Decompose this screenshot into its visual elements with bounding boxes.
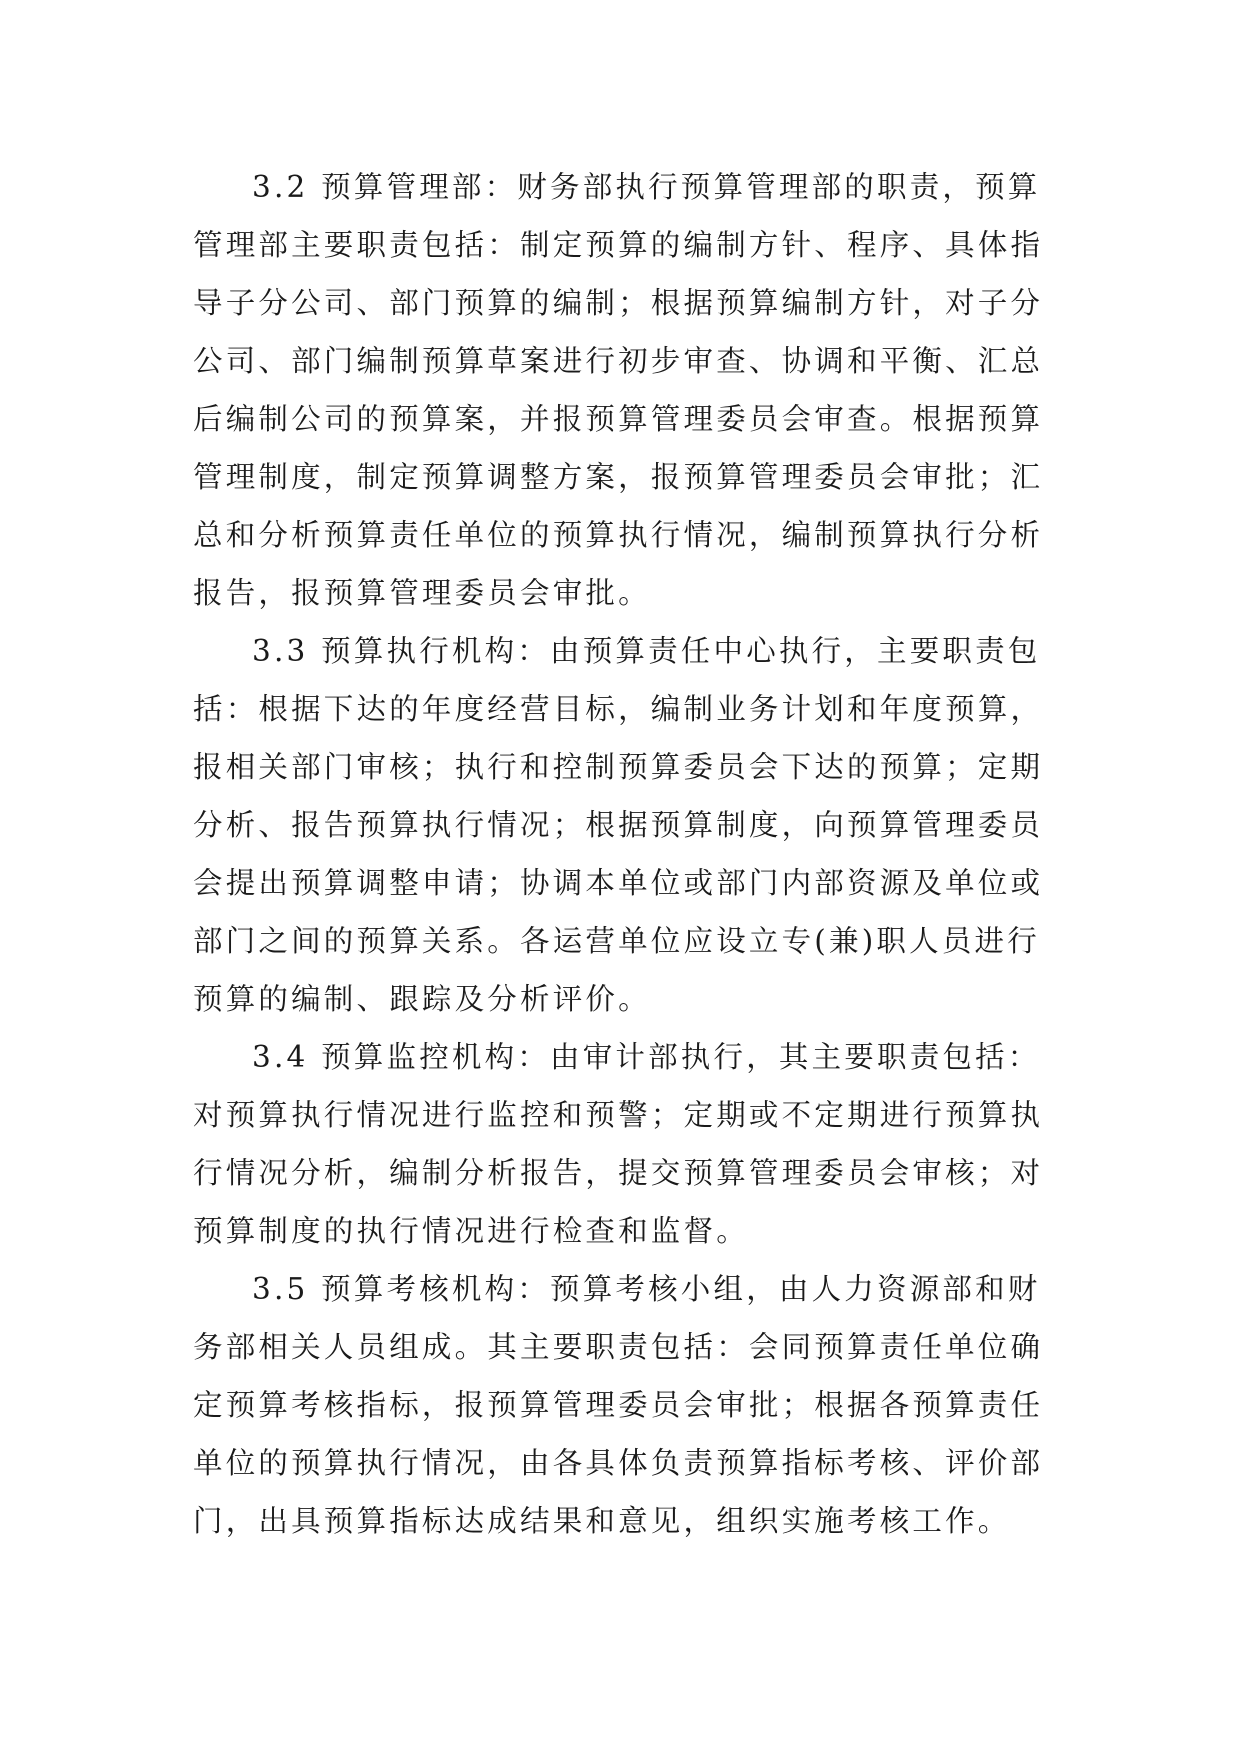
text-line: 预算制度的执行情况进行检查和监督。 bbox=[193, 1214, 749, 1248]
text-line: 括：根据下达的年度经营目标，编制业务计划和年度预算， bbox=[193, 692, 1044, 726]
text-line: 3.4 预算监控机构：由审计部执行，其主要职责包括： bbox=[252, 1040, 1041, 1074]
text-line: 会提出预算调整申请；协调本单位或部门内部资源及单位或 bbox=[193, 866, 1044, 900]
text-line: 后编制公司的预算案，并报预算管理委员会审查。根据预算 bbox=[193, 402, 1044, 436]
text-line: 务部相关人员组成。其主要职责包括：会同预算责任单位确 bbox=[193, 1330, 1044, 1364]
text-line: 3.5 预算考核机构：预算考核小组，由人力资源部和财 bbox=[252, 1272, 1041, 1306]
text-line: 分析、报告预算执行情况；根据预算制度，向预算管理委员 bbox=[193, 808, 1044, 842]
paragraph-budget-monitoring bbox=[193, 1028, 1055, 1260]
text-line: 公司、部门编制预算草案进行初步审查、协调和平衡、汇总 bbox=[193, 344, 1044, 378]
paragraph-budget-management-dept bbox=[193, 158, 1055, 622]
document-body bbox=[193, 158, 1055, 1550]
text-line: 3.3 预算执行机构：由预算责任中心执行，主要职责包 bbox=[252, 634, 1041, 668]
text-line: 3.2 预算管理部：财务部执行预算管理部的职责，预算 bbox=[252, 170, 1041, 204]
text-line: 导子分公司、部门预算的编制；根据预算编制方针，对子分 bbox=[193, 286, 1044, 320]
text-line: 定预算考核指标，报预算管理委员会审批；根据各预算责任 bbox=[193, 1388, 1044, 1422]
text-line: 报相关部门审核；执行和控制预算委员会下达的预算；定期 bbox=[193, 750, 1044, 784]
text-line: 管理部主要职责包括：制定预算的编制方针、程序、具体指 bbox=[193, 228, 1044, 262]
text-line: 报告，报预算管理委员会审批。 bbox=[193, 576, 651, 610]
paragraph-budget-assessment bbox=[193, 1260, 1055, 1550]
text-line: 预算的编制、跟踪及分析评价。 bbox=[193, 982, 651, 1016]
text-line: 总和分析预算责任单位的预算执行情况，编制预算执行分析 bbox=[193, 518, 1044, 552]
text-line: 行情况分析，编制分析报告，提交预算管理委员会审核；对 bbox=[193, 1156, 1044, 1190]
text-line: 对预算执行情况进行监控和预警；定期或不定期进行预算执 bbox=[193, 1098, 1044, 1132]
text-line: 部门之间的预算关系。各运营单位应设立专(兼)职人员进行 bbox=[193, 924, 1040, 958]
text-line: 管理制度，制定预算调整方案，报预算管理委员会审批；汇 bbox=[193, 460, 1044, 494]
text-line: 门，出具预算指标达成结果和意见，组织实施考核工作。 bbox=[193, 1504, 1011, 1538]
paragraph-budget-execution bbox=[193, 622, 1055, 1028]
text-line: 单位的预算执行情况，由各具体负责预算指标考核、评价部 bbox=[193, 1446, 1044, 1480]
